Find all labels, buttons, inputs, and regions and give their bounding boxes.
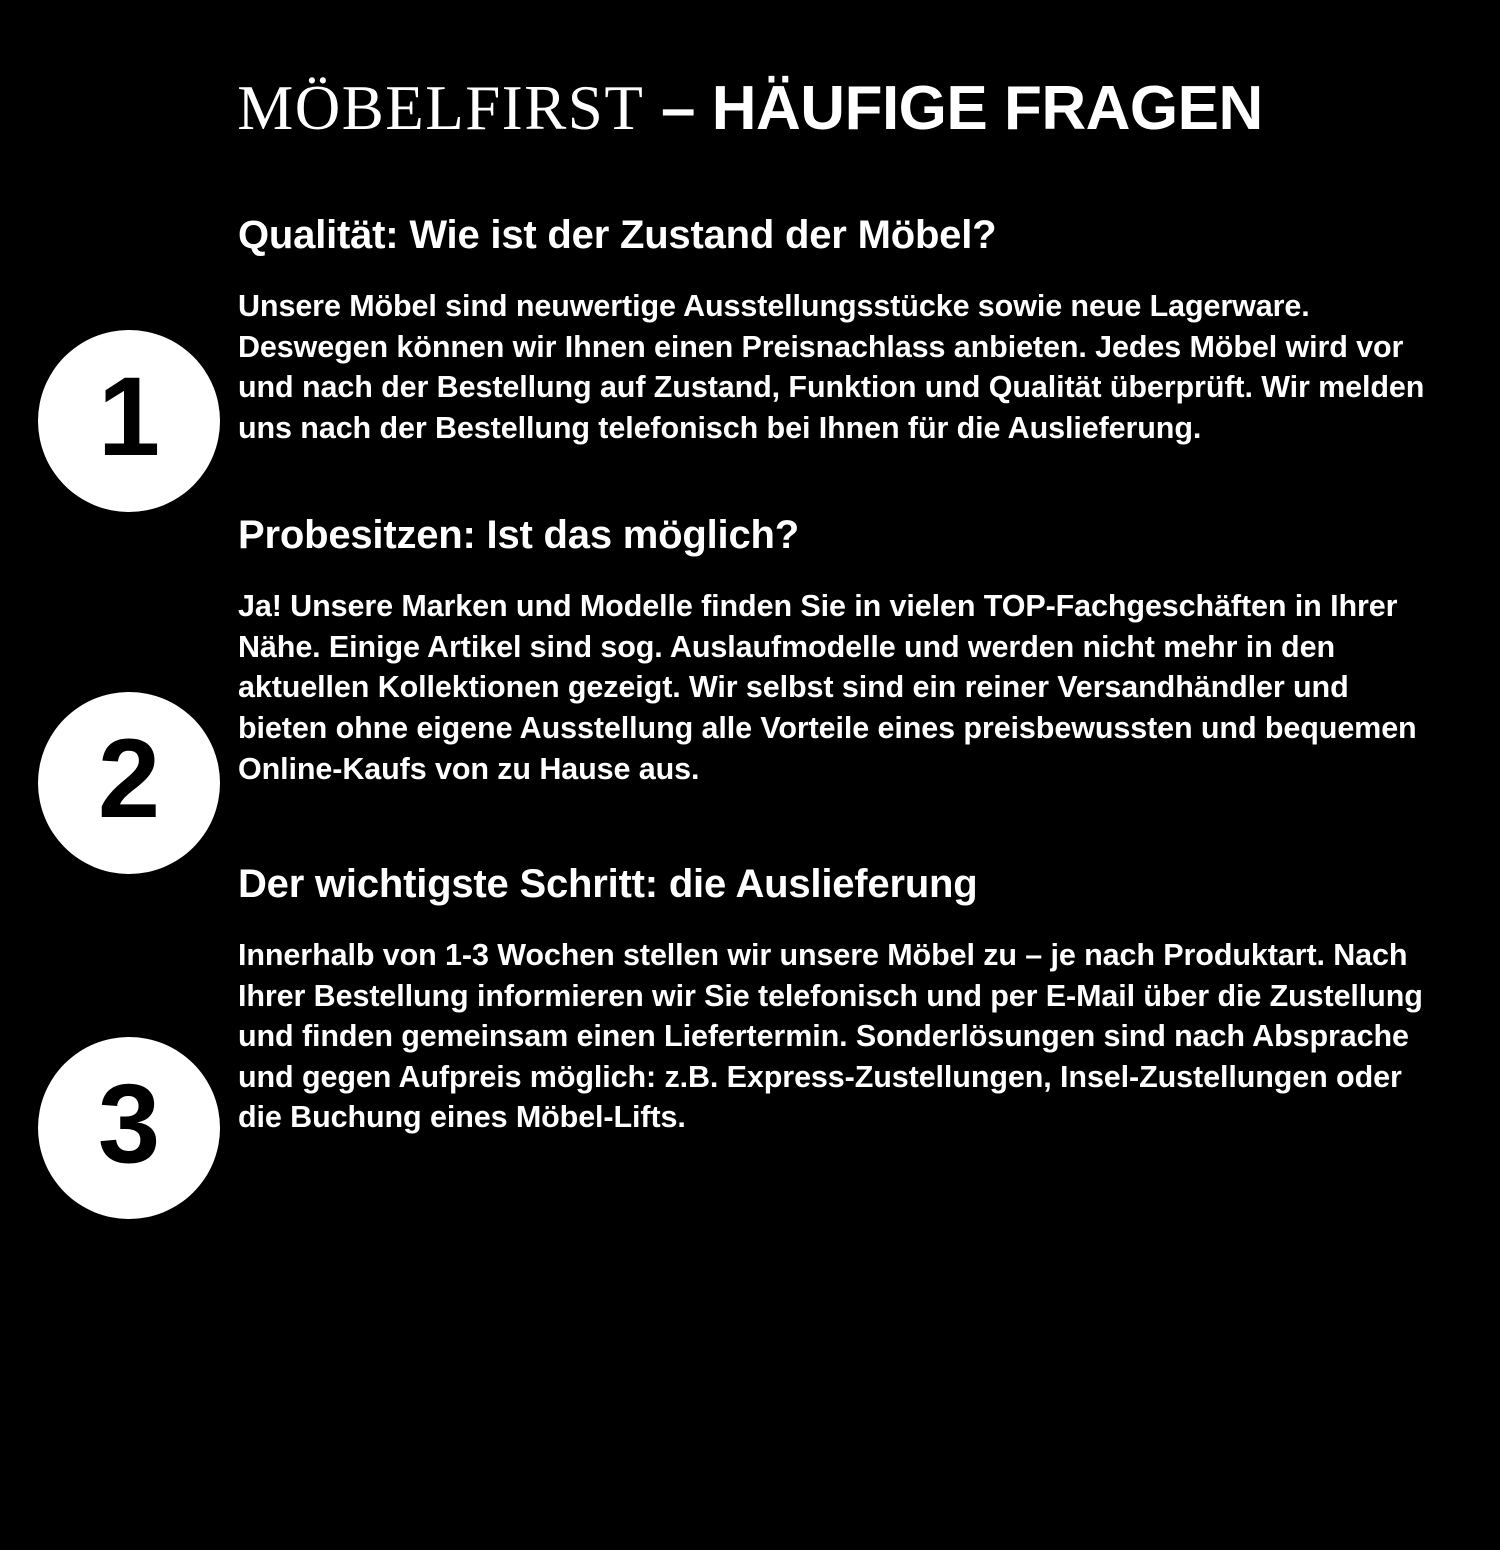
faq-item: [0, 510, 1500, 842]
faq-question: Qualität: Wie ist der Zustand der Möbel?: [238, 213, 997, 257]
title-text: HÄUFIGE FRAGEN: [711, 74, 1263, 143]
faq-number: 3: [97, 1061, 161, 1187]
page-title: [0, 72, 1500, 145]
faq-question: Probesitzen: Ist das möglich?: [238, 513, 799, 558]
faq-number: 1: [97, 354, 161, 479]
faq-list: [0, 210, 1500, 1187]
faq-number-badge: [38, 330, 220, 512]
faq-answer: Unsere Möbel sind neuwertige Ausstellungsstücke sowie neue Lagerware. Deswegen können wir Ihnen einen Preisnachlass anbieten. Jedes Möbel wird vor und nach der Bestellung auf Zustand, Funktion und Qualität überprüft. Wir melden uns nach der Bestellung telefonisch bei Ihnen für die Auslieferung.: [238, 289, 1425, 445]
faq-item: [0, 859, 1500, 1187]
faq-answer: Innerhalb von 1-3 Wochen stellen wir unsere Möbel zu – je nach Produktart. Nach Ihrer Bestellung informieren wir Sie telefonisch und per E-Mail über die Zustellung und finden gemeinsam einen Liefertermin. Sonderlösungen sind nach Absprache und gegen Aufpreis möglich: z.B. Express-Zustellungen, Insel-Zustellungen oder die Buchung eines Möbel-Lifts.: [238, 938, 1423, 1135]
faq-item: [0, 210, 1500, 479]
faq-number-badge: [38, 692, 220, 874]
faq-number: 2: [97, 716, 161, 842]
brand-name: MÖBELFIRST: [237, 73, 645, 143]
title-separator: –: [644, 74, 712, 143]
faq-question: Der wichtigste Schritt: die Auslieferung: [238, 862, 978, 907]
faq-number-badge: [38, 1037, 220, 1219]
faq-answer: Ja! Unsere Marken und Modelle finden Sie in vielen TOP-Fachgeschäften in Ihrer Nähe. Einige Artikel sind sog. Auslaufmodelle und werden nicht mehr in den aktuellen Kollektionen gezeigt. Wir selbst sind ein reiner Versandhändler und bieten ohne eigene Ausstellung alle Vorteile eines preisbewussten und bequemen Online-Kaufs von zu Hause aus.: [238, 589, 1417, 786]
